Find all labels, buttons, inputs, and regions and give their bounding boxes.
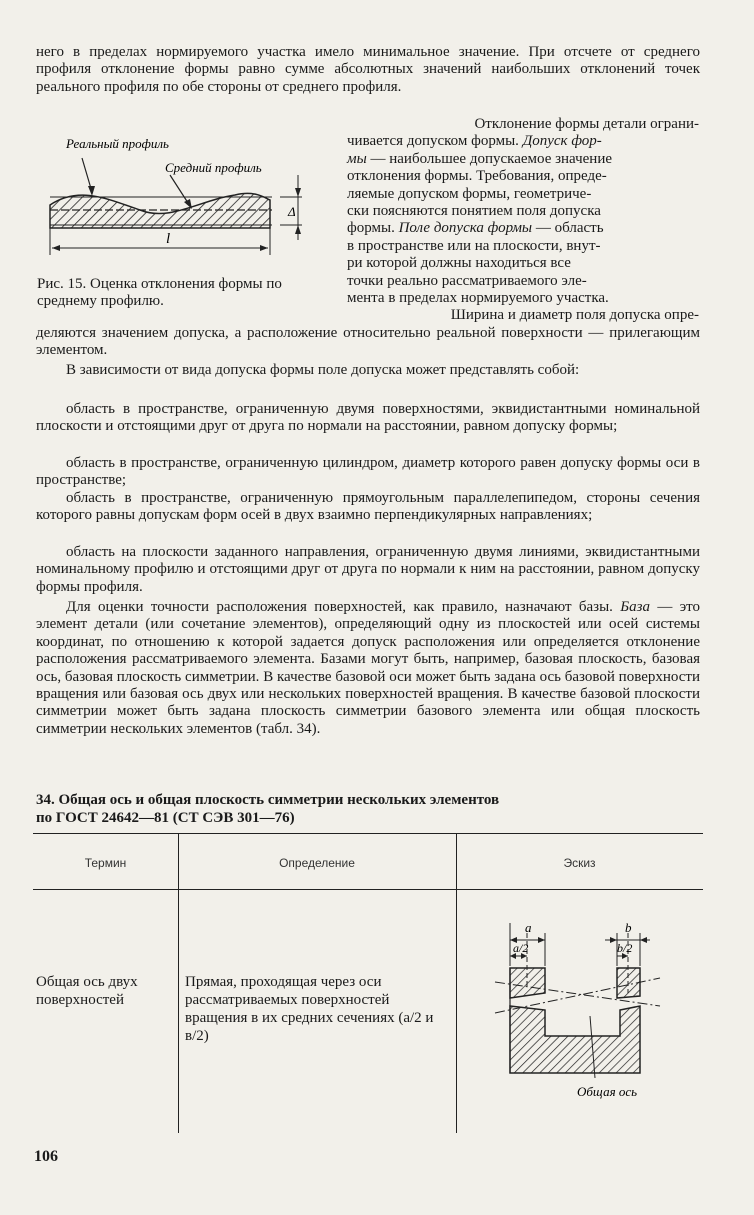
cell-term: Общая ось двух поверхностей: [36, 974, 138, 1008]
label-l: l: [166, 231, 171, 247]
rc-line-5: ляемые допуском формы, геометриче-: [347, 185, 592, 202]
paragraph-after-figure: деляются значением допуска, а расположение относительно реальной поверхности — прилегающим элементом.: [36, 325, 700, 359]
table-header-rule: [33, 889, 703, 890]
figure-caption: Рис. 15. Оценка отклонения формы по среднему профилю.: [37, 276, 282, 310]
rc-line-11: мента в пределах нормируемого участка.: [347, 290, 609, 307]
table-title-line-1: 34. Общая ось и общая плоскость симметрии нескольких элементов: [36, 792, 500, 808]
rc-line-12: Ширина и диаметр поля допуска опре-: [450, 307, 699, 324]
label-a: a: [525, 920, 532, 935]
list-item-2: область в пространстве, ограниченную цилиндром, диаметр которого равен допуску формы оси в пространстве;: [36, 455, 700, 489]
intro-paragraph: него в пределах нормируемого участка имело минимальное значение. При отсчете от среднего профиля отклонение формы равно сумме абсолютных значений наибольших отклонений точек реального профиля по обе стороны от среднего профиля.: [36, 44, 700, 95]
label-common-axis: Общая ось: [577, 1084, 638, 1099]
header-definition: Определение: [279, 856, 355, 870]
table-col-divider-2: [456, 833, 457, 1133]
rc-line-1: Отклонение формы детали ограни-: [474, 116, 699, 132]
list-item-4: область на плоскости заданного направления, ограниченную двумя линиями, эквидистантными номинальному профилю и отстоящими друг от друга по нормали к ним на расстоянии, равном допуску формы профиля.: [36, 544, 700, 595]
sketch-common-axis: [465, 918, 695, 1118]
label-mean-profile: Средний профиль: [165, 160, 262, 175]
right-column-text: [347, 116, 699, 325]
label-b: b: [625, 920, 632, 935]
table-top-rule: [33, 833, 703, 834]
rc-line-8: в пространстве или на плоскости, внут-: [347, 237, 601, 254]
header-sketch: Эскиз: [563, 856, 596, 870]
common-axis-drawing: [465, 918, 695, 1118]
rc-line-7: формы. Поле допуска формы — область: [347, 220, 604, 237]
paragraph-depending: В зависимости от вида допуска формы поле допуска может представлять собой:: [66, 362, 580, 378]
page-number: 106: [34, 1148, 58, 1165]
rc-line-4: отклонения формы. Требования, опреде-: [347, 168, 607, 185]
header-term: Термин: [84, 856, 127, 870]
label-a-half: a/2: [513, 941, 529, 955]
profile-diagram: [40, 130, 340, 270]
paragraph-bases: Для оценки точности расположения поверхностей, как правило, назначают базы. База — это элемент детали (или сочетание элементов), определяющий одну из плоскостей или осей системы координат, по отношению к которой задается допуск расположения или определяется отклонение расположения рассматриваемого элемента. Базами могут быть, например, базовая плоскость, базовая ось, базовая плоскость симметрии. В качестве базовой оси может быть задана ось базовой поверхности вращения или базовая ось двух или нескольких поверхностей вращения. В качестве базовой плоскости симметрии может быть задана плоскость симметрии базового элемента или общая плоскость симметрии нескольких элементов (табл. 34).: [36, 599, 701, 737]
list-item-1: область в пространстве, ограниченную двумя поверхностями, эквидистантными номинальной плоскости и отстоящими друг от друга по нормали на расстоянии, равном допуску формы;: [36, 401, 700, 435]
rc-line-10: точки реально рассматриваемого эле-: [347, 272, 587, 289]
cell-definition: Прямая, проходящая через оси рассматриваемых поверхностей вращения в их средних сечениях (а/2 и в/2): [185, 974, 434, 1044]
figure-15: [40, 130, 340, 270]
rc-line-9: ри которой должны находиться все: [347, 255, 571, 272]
table-title: [36, 791, 676, 827]
table-title-line-2: по ГОСТ 24642—81 (СТ СЭВ 301—76): [36, 810, 295, 826]
list-item-3: область в пространстве, ограниченную прямоугольным параллелепипедом, стороны сечения которого равны допускам форм осей в двух взаимно перпендикулярных направлениях;: [36, 490, 700, 524]
label-b-half: b/2: [617, 941, 633, 955]
rc-line-6: ски поясняются понятием поля допуска: [347, 203, 601, 220]
label-delta: Δ: [288, 204, 296, 219]
label-real-profile: Реальный профиль: [66, 136, 169, 151]
real-profile-body: [50, 193, 270, 228]
rc-line-2: чивается допуском формы. Допуск фор-: [347, 133, 602, 150]
table-col-divider-1: [178, 833, 179, 1133]
rc-line-3: мы — наибольшее допускаемое значение: [347, 150, 613, 167]
